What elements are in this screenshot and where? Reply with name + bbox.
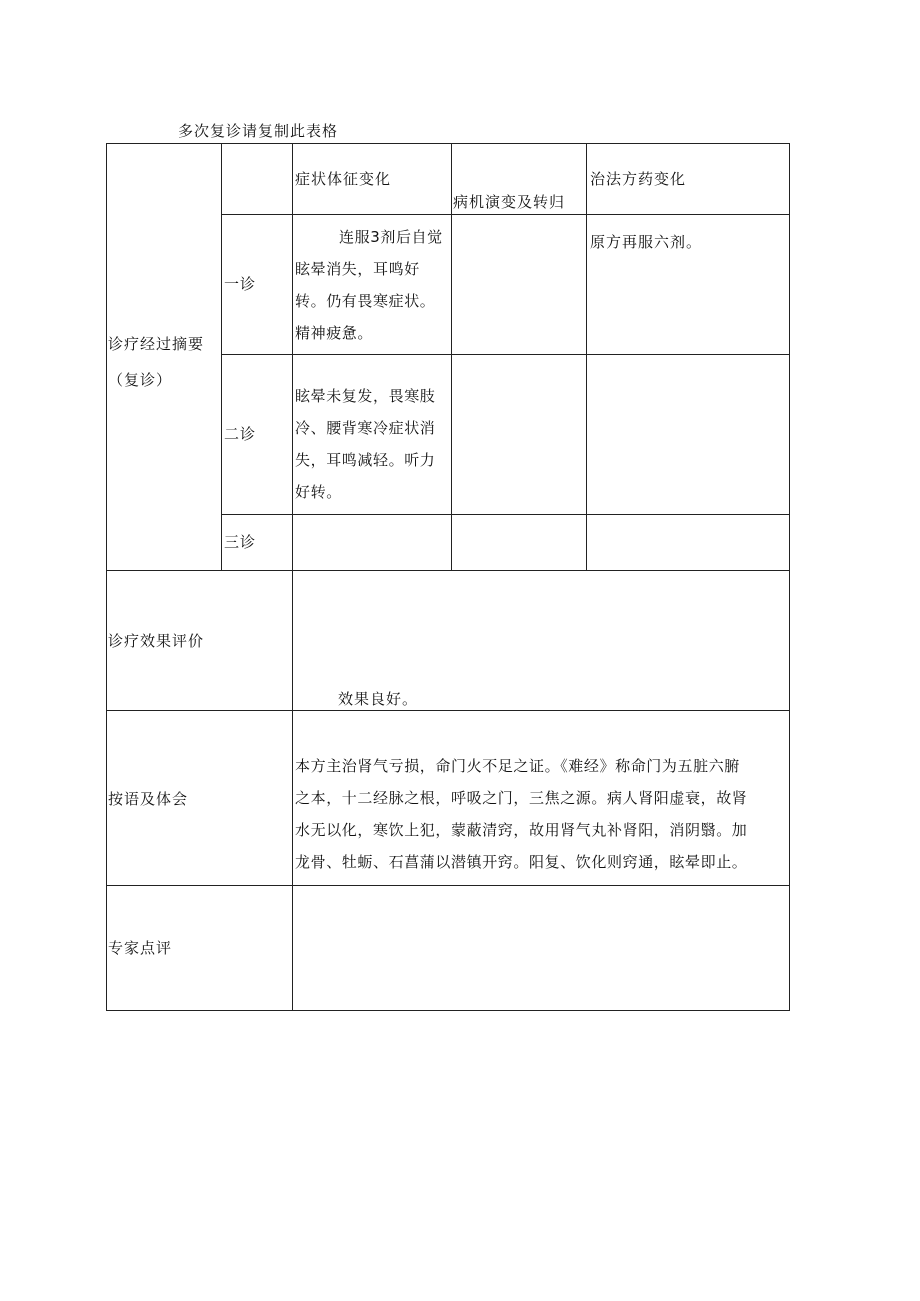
column-divider bbox=[292, 143, 293, 1011]
table-border-left bbox=[106, 143, 107, 1011]
commentary-line: 龙骨、牡蛎、石菖蒲以潜镇开窍。阳复、饮化则窍通，眩晕即止。 bbox=[295, 853, 748, 871]
commentary-line: 水无以化，寒饮上犯，蒙蔽清窍，故用肾气丸补肾阳，消阴翳。加 bbox=[295, 821, 748, 839]
visit-label: 一诊 bbox=[224, 275, 257, 293]
table-border-right bbox=[789, 143, 790, 1011]
symptom-line: 失，耳鸣减轻。听力 bbox=[295, 451, 436, 469]
visit-label: 二诊 bbox=[224, 425, 257, 443]
expert-label: 专家点评 bbox=[108, 939, 173, 957]
visit-symptoms bbox=[295, 380, 450, 508]
column-divider bbox=[451, 143, 452, 571]
column-divider bbox=[586, 143, 587, 571]
summary-label-sub: （复诊） bbox=[108, 371, 173, 389]
evaluation-label: 诊疗效果评价 bbox=[108, 632, 205, 650]
header-symptoms: 症状体征变化 bbox=[295, 170, 392, 188]
header-pathogenesis: 病机演变及转归 bbox=[453, 193, 566, 211]
copy-table-note: 多次复诊请复制此表格 bbox=[178, 122, 339, 140]
commentary-text bbox=[295, 750, 789, 878]
header-treatment: 治法方药变化 bbox=[590, 170, 687, 188]
row-divider bbox=[106, 885, 790, 886]
symptom-line: 精神疲惫。 bbox=[295, 324, 374, 342]
evaluation-value: 效果良好。 bbox=[338, 690, 419, 708]
visit-label: 三诊 bbox=[224, 533, 257, 551]
symptom-line: 眩晕消失，耳鸣好 bbox=[295, 260, 420, 278]
column-divider bbox=[221, 143, 222, 571]
symptom-line: 冷、腰背寒冷症状消 bbox=[295, 419, 436, 437]
row-divider bbox=[106, 710, 790, 711]
row-divider bbox=[221, 514, 790, 515]
symptom-line: 转。仍有畏寒症状。 bbox=[295, 292, 436, 310]
symptom-line: 好转。 bbox=[295, 483, 342, 501]
symptom-line: 连服3剂后自觉 bbox=[339, 228, 443, 246]
commentary-line: 本方主治肾气亏损，命门火不足之证。《难经》称命门为五脏六腑 bbox=[295, 757, 740, 775]
table-border-bottom bbox=[106, 1010, 790, 1011]
row-divider bbox=[106, 570, 790, 571]
visit-symptoms bbox=[295, 221, 450, 349]
commentary-line: 之本，十二经脉之根，呼吸之门，三焦之源。病人肾阳虚衰，故肾 bbox=[295, 789, 748, 807]
visit-treatment: 原方再服六剂。 bbox=[590, 233, 703, 251]
summary-label: 诊疗经过摘要 bbox=[108, 335, 205, 353]
row-divider bbox=[221, 354, 790, 355]
table-border-top bbox=[106, 143, 790, 144]
symptom-line: 眩晕未复发，畏寒肢 bbox=[295, 387, 436, 405]
commentary-label: 按语及体会 bbox=[108, 790, 189, 808]
